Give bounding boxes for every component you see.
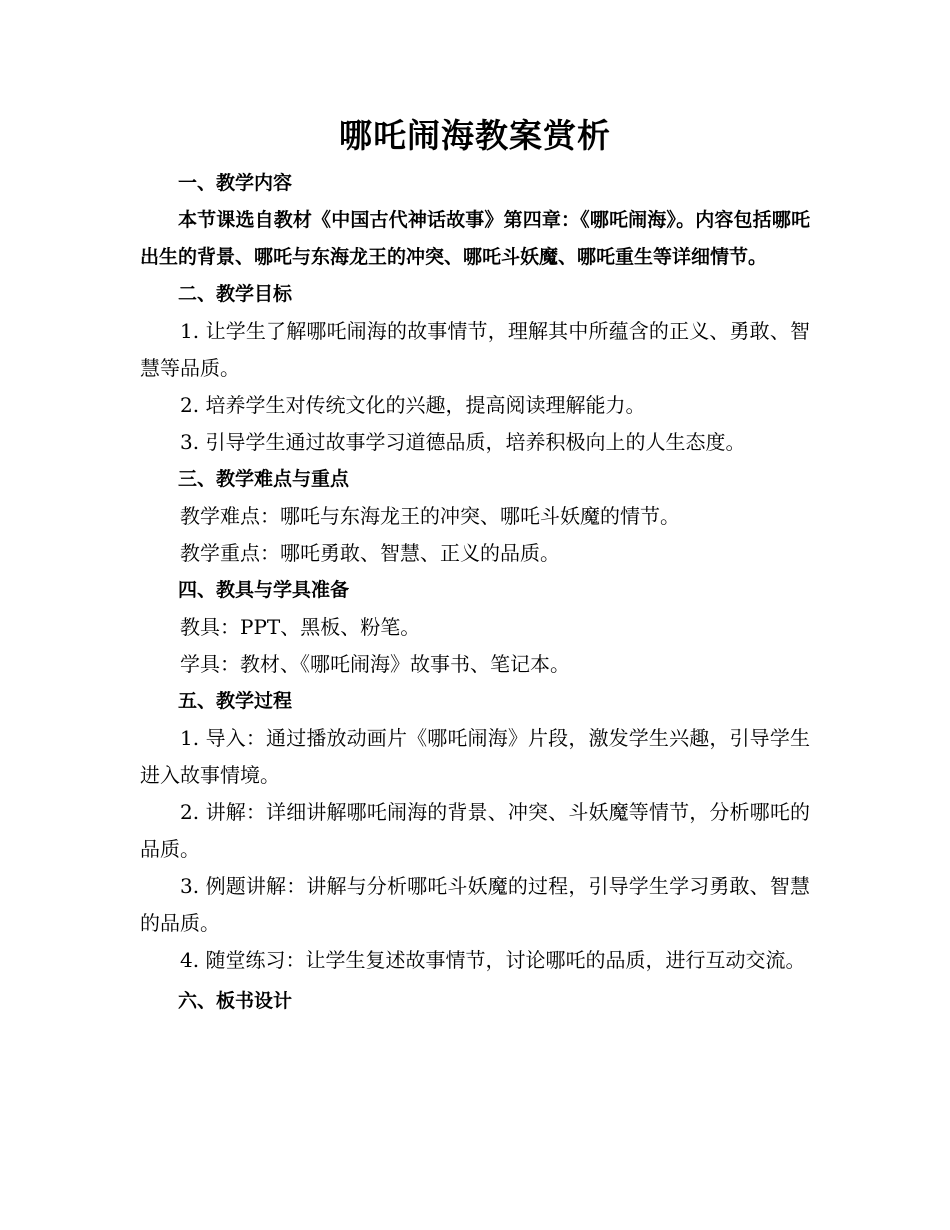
paragraph-focus: 教学重点：哪吒勇敢、智慧、正义的品质。	[180, 541, 560, 565]
paragraph-teaching-content: 本节课选自教材《中国古代神话故事》第四章：《哪吒闹海》。内容包括哪吒出生的背景、哪吒与东海龙王的冲突、哪吒斗妖魔、哪吒重生等详细情节。	[140, 209, 810, 268]
paragraph-goal-3: 3. 引导学生通过故事学习道德品质，培养积极向上的人生态度。	[180, 430, 746, 454]
section-heading-blackboard: 六、板书设计	[178, 990, 293, 1012]
paragraph-goal-2: 2. 培养学生对传统文化的兴趣，提高阅读理解能力。	[180, 393, 646, 417]
paragraph-process-4: 4. 随堂练习：让学生复述故事情节，讨论哪吒的品质，进行互动交流。	[180, 948, 806, 972]
section-heading-materials: 四、教具与学具准备	[178, 579, 350, 601]
paragraph-teacher-materials: 教具：PPT、黑板、粉笔。	[180, 615, 421, 639]
paragraph-process-1: 1. 导入：通过播放动画片《哪吒闹海》片段，激发学生兴趣，引导学生进入故事情境。	[140, 726, 810, 787]
section-heading-process: 五、教学过程	[178, 690, 293, 712]
section-heading-teaching-content: 一、教学内容	[178, 172, 293, 194]
paragraph-process-3: 3. 例题讲解：讲解与分析哪吒斗妖魔的过程，引导学生学习勇敢、智慧的品质。	[140, 874, 810, 935]
document-body	[140, 165, 810, 1020]
document-title: 哪吒闹海教案赏析	[339, 116, 611, 155]
paragraph-student-materials: 学具：教材、《哪吒闹海》故事书、笔记本。	[180, 652, 570, 676]
paragraph-goal-1: 1. 让学生了解哪吒闹海的故事情节，理解其中所蕴含的正义、勇敢、智慧等品质。	[140, 319, 810, 380]
section-heading-teaching-goals: 二、教学目标	[178, 283, 293, 305]
paragraph-process-2: 2. 讲解：详细讲解哪吒闹海的背景、冲突、斗妖魔等情节，分析哪吒的品质。	[140, 800, 810, 861]
paragraph-difficulty: 教学难点：哪吒与东海龙王的冲突、哪吒斗妖魔的情节。	[180, 504, 680, 528]
section-heading-difficulties: 三、教学难点与重点	[178, 468, 350, 490]
